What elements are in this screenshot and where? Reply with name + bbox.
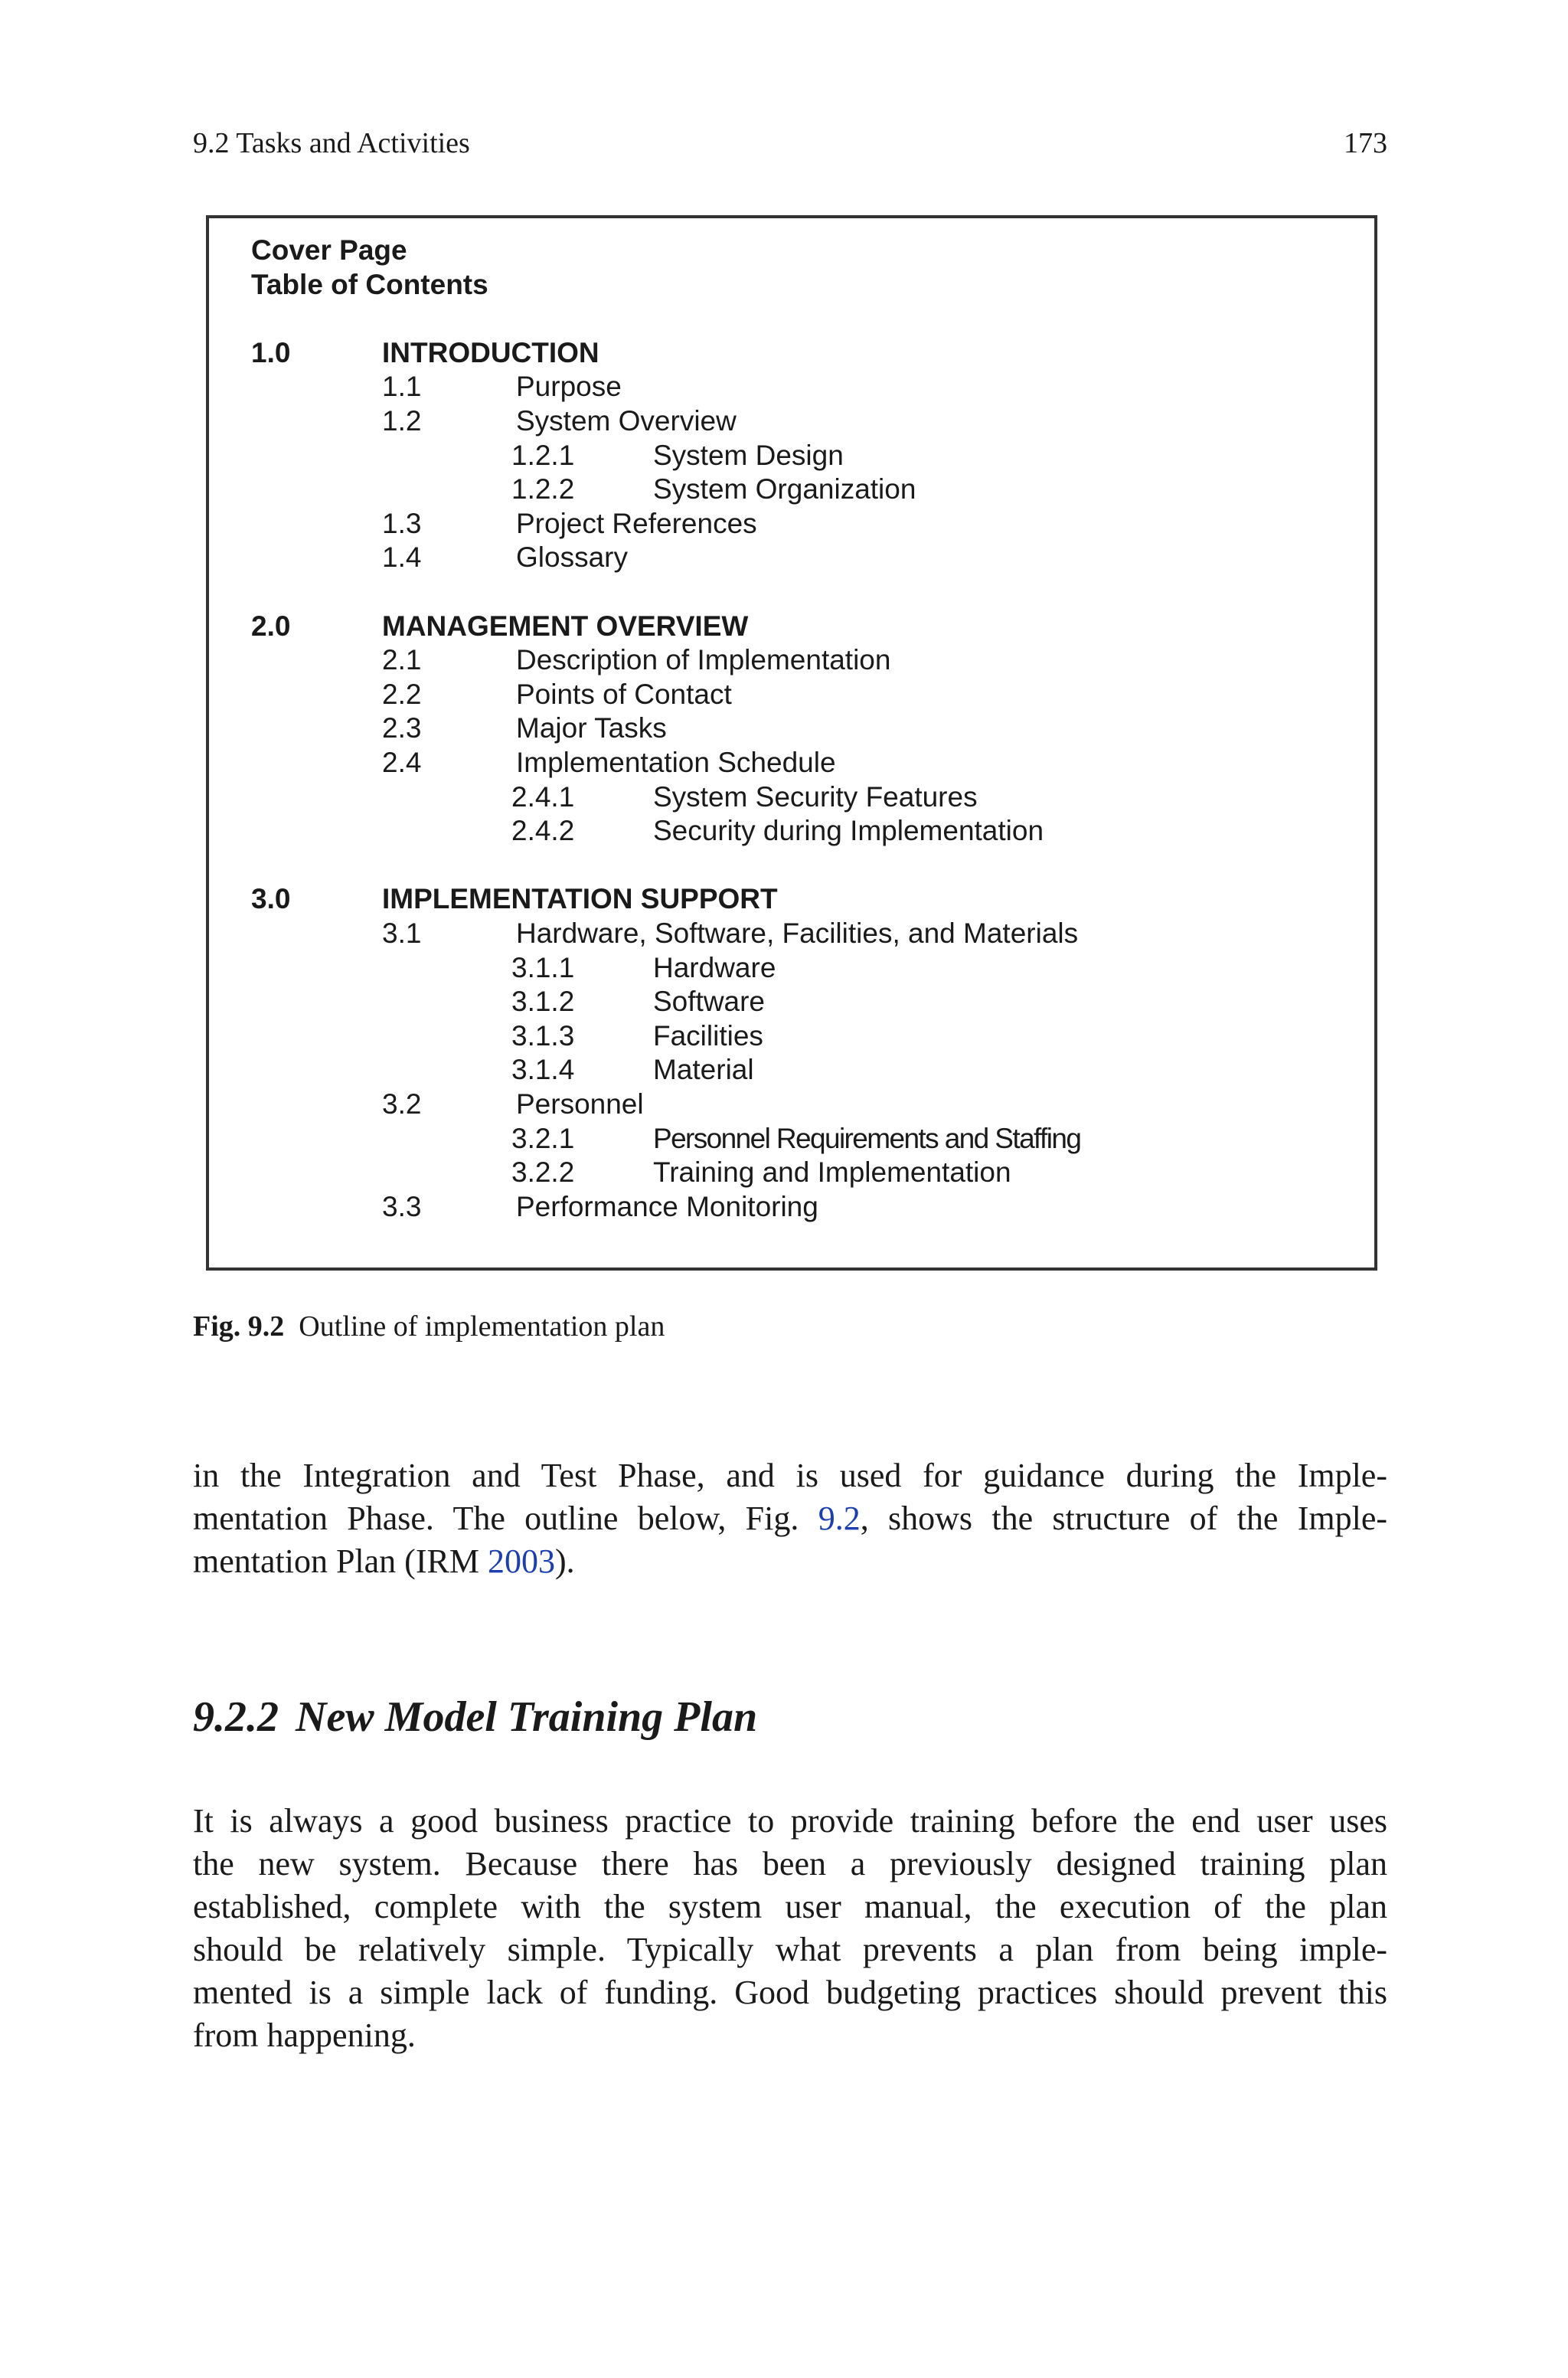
outline-item-title: Personnel — [516, 1088, 644, 1120]
citation-link[interactable]: 2003 — [487, 1542, 555, 1580]
outline-item-number: 2.2 — [382, 678, 422, 710]
outline-item-number: 3.3 — [382, 1190, 422, 1222]
outline-item-title: Performance Monitoring — [516, 1190, 818, 1222]
outline-item-number: 2.4.2 — [511, 815, 575, 847]
paragraph-line — [193, 1497, 1387, 1540]
figure-caption — [193, 1307, 665, 1346]
outline-item-title: Cover Page — [251, 234, 407, 266]
figure-caption-text: Outline of implementation plan — [299, 1310, 665, 1343]
outline-item-title: Description of Implementation — [516, 644, 891, 676]
section-heading — [193, 1690, 757, 1744]
text-run: mentation Phase. The outline below, Fig. — [193, 1500, 818, 1537]
outline-item-number: 2.1 — [382, 644, 422, 676]
outline-item-title: Personnel Requirements and Staffing — [653, 1122, 1081, 1154]
outline-item-title: Hardware, Software, Facilities, and Materials — [516, 918, 1079, 949]
outline-item-number: 3.2.1 — [511, 1122, 575, 1154]
outline-item-title: INTRODUCTION — [382, 336, 599, 368]
outline-item-number: 3.1 — [382, 918, 422, 949]
running-head — [193, 124, 1387, 162]
outline-item-title: Implementation Schedule — [516, 747, 836, 778]
outline-item-number: 3.2 — [382, 1088, 422, 1120]
outline-item-number: 1.2.1 — [511, 439, 575, 471]
outline-item-title: Glossary — [516, 541, 628, 574]
outline-item-title: Material — [653, 1054, 754, 1086]
outline-item-number: 1.0 — [251, 336, 291, 368]
outline-item-title: System Design — [653, 439, 844, 471]
paragraph-line: established, complete with the system user manual, the execution of the plan — [193, 1888, 1387, 1925]
outline-item-number: 2.0 — [251, 610, 291, 642]
paragraph-line: It is always a good business practice to provide training before the end user uses — [193, 1802, 1387, 1840]
outline-item-number: 3.0 — [251, 883, 291, 915]
outline-item-number: 2.4.1 — [511, 780, 575, 813]
outline-item-number: 3.1.4 — [511, 1054, 575, 1086]
page-number: 173 — [1344, 127, 1387, 159]
outline-item-title: Training and Implementation — [653, 1156, 1011, 1189]
outline-item-title: Facilities — [653, 1019, 763, 1052]
outline-item-title: MANAGEMENT OVERVIEW — [382, 610, 749, 642]
outline-item-title: Points of Contact — [516, 678, 732, 710]
outline-item-title: Table of Contents — [251, 268, 488, 300]
outline-item-title: Software — [653, 986, 766, 1018]
outline-item-number: 3.1.2 — [511, 986, 575, 1018]
figure-reference-link[interactable]: 9.2 — [818, 1500, 861, 1537]
outline-item-title: System Overview — [516, 405, 737, 437]
section-title: New Model Training Plan — [296, 1693, 758, 1741]
outline-item-title: IMPLEMENTATION SUPPORT — [382, 883, 778, 915]
paragraph-line — [193, 1540, 1387, 1583]
outline-item-title: System Organization — [653, 473, 916, 505]
text-run: , shows the structure of the Imple- — [860, 1500, 1388, 1537]
text-run: ). — [554, 1542, 575, 1580]
paragraph-line: should be relatively simple. Typically what prevents a plan from being imple- — [193, 1931, 1387, 1968]
outline-item-title: Purpose — [516, 371, 622, 403]
paragraph-intro — [193, 1454, 1387, 1583]
figure-box — [206, 215, 1377, 1271]
outline-item-number: 2.4 — [382, 747, 422, 778]
outline-item-number: 2.3 — [382, 712, 422, 744]
running-head-section: 9.2 Tasks and Activities — [193, 127, 470, 159]
outline-item-number: 1.2 — [382, 405, 422, 437]
paragraph-line: mented is a simple lack of funding. Good budgeting practices should prevent this — [193, 1974, 1387, 2011]
paragraph-training — [193, 1800, 1387, 2057]
outline-item-title: Hardware — [653, 951, 776, 983]
figure-caption-label: Fig. 9.2 — [193, 1310, 285, 1343]
outline-item-number: 3.1.1 — [511, 951, 575, 983]
text-run: mentation Plan (IRM — [193, 1542, 488, 1580]
outline-item-number: 3.2.2 — [511, 1156, 575, 1189]
section-number: 9.2.2 — [193, 1693, 279, 1741]
paragraph-line: from happening. — [193, 2017, 416, 2054]
outline-item-number: 1.1 — [382, 371, 422, 403]
outline-item-number: 1.3 — [382, 507, 422, 539]
paragraph-line: the new system. Because there has been a previously designed training plan — [193, 1845, 1387, 1882]
outline-item-number: 3.1.3 — [511, 1019, 575, 1052]
outline-item-number: 1.2.2 — [511, 473, 575, 505]
outline-item-title: Major Tasks — [516, 712, 667, 744]
outline-item-title: Security during Implementation — [653, 815, 1044, 847]
outline-item-title: Project References — [516, 507, 757, 539]
outline-item-title: System Security Features — [653, 780, 978, 813]
outline-item-number: 1.4 — [382, 541, 422, 574]
paragraph-line: in the Integration and Test Phase, and is used for guidance during the Imple- — [193, 1457, 1387, 1494]
